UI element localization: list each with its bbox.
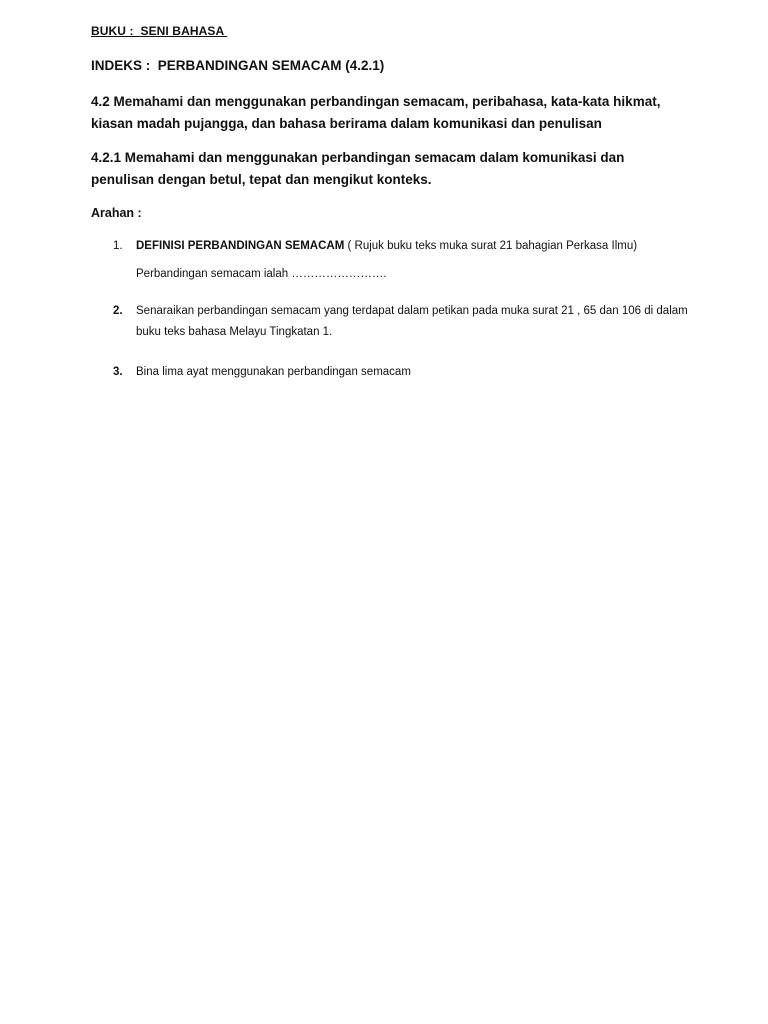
item-heading: DEFINISI PERBANDINGAN SEMACAM bbox=[136, 240, 345, 252]
item-text: Senaraikan perbandingan semacam yang terdapat dalam petikan pada muka surat 21 , 65 dan 106 di dalam buku teks bahasa Melayu Tingkatan 1. bbox=[136, 305, 688, 338]
item-note: ( Rujuk buku teks muka surat 21 bahagian Perkasa Ilmu) bbox=[344, 240, 638, 252]
item-body bbox=[136, 236, 688, 257]
item-number: 1. bbox=[113, 240, 123, 252]
definition-answer-line: Perbandingan semacam ialah ……………………. bbox=[136, 268, 387, 280]
book-title: BUKU : SENI BAHASA bbox=[91, 24, 228, 38]
item-text: Bina lima ayat menggunakan perbandingan semacam bbox=[136, 366, 411, 378]
item-number: 2. bbox=[113, 305, 123, 317]
instructions-label: Arahan : bbox=[91, 206, 142, 220]
learning-objective: 4.2.1 Memahami dan menggunakan perbandingan semacam dalam komunikasi dan penulisan dengan betul, tepat dan mengikut konteks. bbox=[91, 150, 625, 187]
standard-objective: 4.2 Memahami dan menggunakan perbandingan semacam, peribahasa, kata-kata hikmat, kiasan madah pujangga, dan bahasa berirama dalam komunikasi dan penulisan bbox=[91, 94, 661, 131]
index-title: INDEKS : PERBANDINGAN SEMACAM (4.2.1) bbox=[91, 58, 385, 73]
item-number: 3. bbox=[113, 366, 123, 378]
